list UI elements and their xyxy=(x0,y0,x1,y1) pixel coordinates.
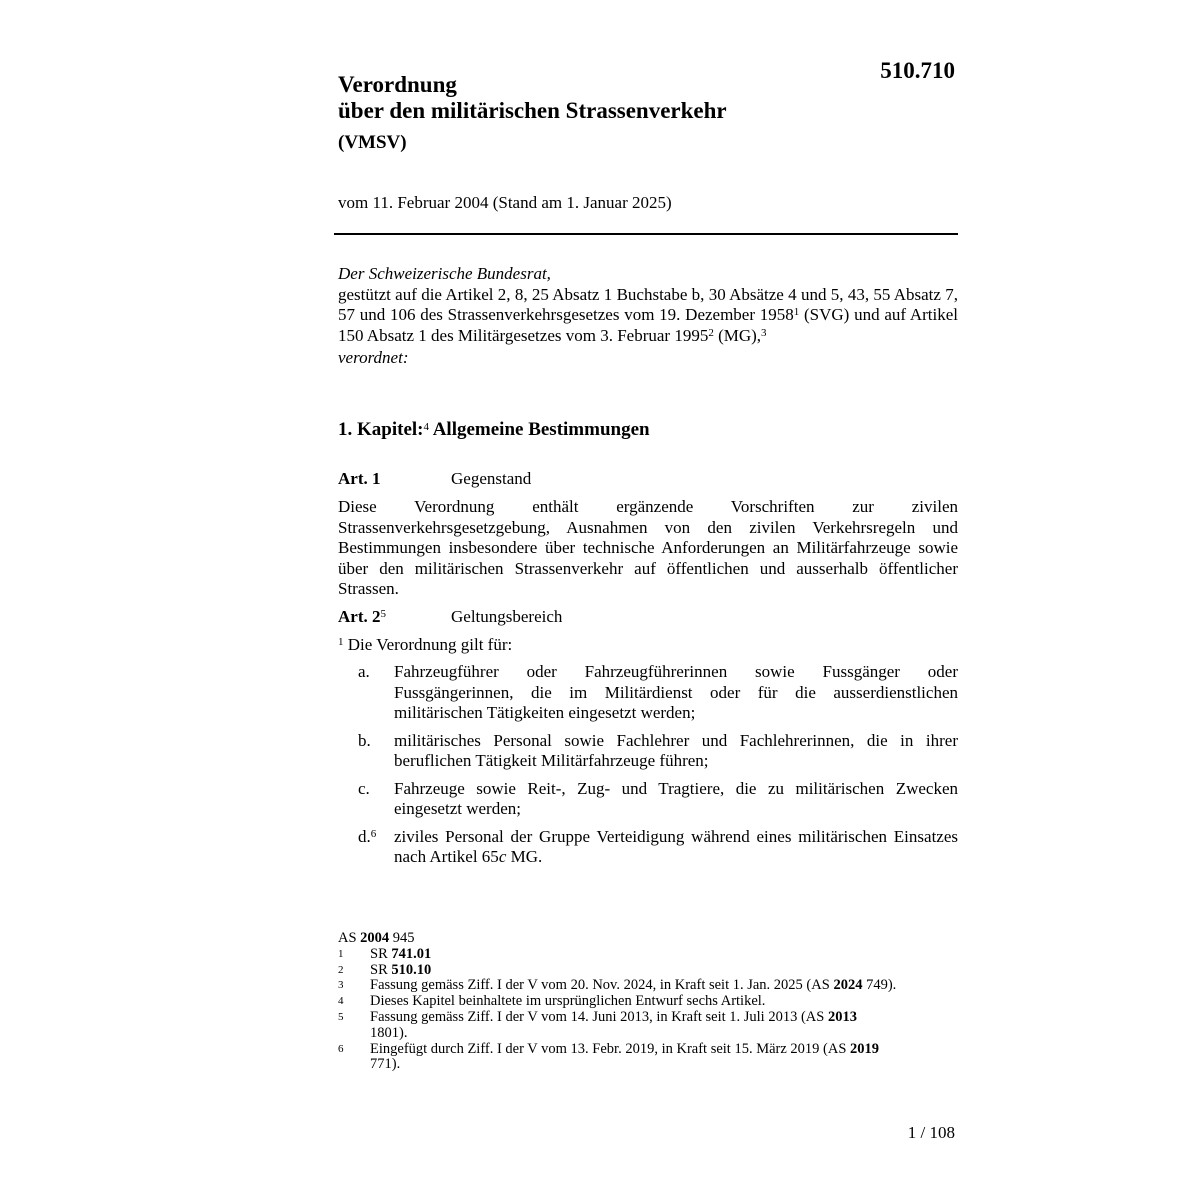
official-compilation-ref: AS 2004 945 xyxy=(338,930,415,946)
list-item: c. Fahrzeuge sowie Reit-, Zug- und Tragtiere, die zu militärischen Zwecken eingesetzt werden; xyxy=(358,778,958,818)
title-line-1: Verordnung xyxy=(338,72,457,97)
list-item: b. militärisches Personal sowie Fachlehrer und Fachlehrerinnen, die in ihrer beruflichen Tätigkeit Militärfahrzeuge führen; xyxy=(358,730,958,770)
article-2-title: Geltungsbereich xyxy=(451,607,563,626)
document-title xyxy=(338,72,727,156)
title-abbreviation: (VMSV) xyxy=(338,132,407,153)
sr-number: 510.710 xyxy=(880,58,955,83)
article-2-intro: $^1$ Die Verordnung gilt für: xyxy=(338,635,513,654)
article-1-number: Art. 1 xyxy=(338,469,381,488)
legal-basis: gestützt auf die Artikel 2, 8, 25 Absatz 1 Buchstabe b, 30 Absätze 4 und 5, 43, 55 Absatz 7, 57 und 106 des Strassenverkehrsgesetzes vom 19. Dezember 1958$^1$ (SVG) und auf Artikel 150 Absatz 1 des Militärgesetzes vom 3. Februar 1995$^2$ (MG),$^3$ xyxy=(338,284,958,345)
list-item: a. Fahrzeugführer oder Fahrzeugführerinnen sowie Fussgänger oder Fussgängerinnen, die im Militärdienst oder für die ausserdienstlichen militärischen Tätigkeiten eingesetzt werden; xyxy=(358,662,958,722)
horizontal-rule xyxy=(334,233,958,235)
footnote-6: 6 Eingefügt durch Ziff. I der V vom 13. Febr. 2019, in Kraft seit 15. März 2019 (AS 2019 771). xyxy=(338,1040,880,1073)
footnote-ref-5[interactable]: 5 xyxy=(380,608,386,620)
list-item: d.$^6$ ziviles Personal der Gruppe Verteidigung während eines militärischen Einsatzes nach Artikel 65c MG. xyxy=(358,826,958,866)
footnote-ref-3[interactable]: 3 xyxy=(761,326,767,339)
footnote-4: 4 Dieses Kapitel beinhaltete im ursprünglichen Entwurf sechs Artikel. xyxy=(338,993,766,1010)
page-number: 1 / 108 xyxy=(907,1123,955,1142)
footnote-2: 2 SR 510.10 xyxy=(338,961,432,978)
footnote-ref-2[interactable]: 2 xyxy=(708,326,714,339)
footnote-ref-6[interactable]: 6 xyxy=(370,827,377,840)
footnote-3: 3 Fassung gemäss Ziff. I der V vom 20. Nov. 2024, in Kraft seit 1. Jan. 2025 (AS 2024 749). xyxy=(338,977,897,994)
issuer: Der Schweizerische Bundesrat, xyxy=(338,264,551,283)
verordnet: verordnet: xyxy=(338,348,409,367)
date-line: vom 11. Februar 2004 (Stand am 1. Januar 2025) xyxy=(338,193,672,212)
preamble xyxy=(338,264,958,369)
article-2-number: Art. $2^5$ xyxy=(338,607,386,626)
article-2-heading xyxy=(338,607,562,627)
title-line-2: über den militärischen Strassenverkehr xyxy=(338,98,727,123)
footnote-ref-4[interactable]: 4 xyxy=(423,421,429,433)
article-1-body: Diese Verordnung enthält ergänzende Vorschriften zur zivilen Strassenverkehrsgesetzgebung, Ausnahmen von den zivilen Verkehrsregeln und Bestimmungen insbesondere über technische Anforderungen an Militärfahrzeuge sowie über den militärischen Strassenverkehr auf öffentlichen und ausserhalb öffentlicher Strassen. xyxy=(338,497,958,598)
footnotes xyxy=(338,931,898,1073)
footnote-ref-1[interactable]: 1 xyxy=(793,306,800,318)
footnote-5: 5 Fassung gemäss Ziff. I der V vom 14. Juni 2013, in Kraft seit 1. Juli 2013 (AS 2013 1801). xyxy=(338,1008,857,1041)
article-2-list xyxy=(338,662,958,875)
paragraph-number: 1 xyxy=(338,636,344,648)
article-1-heading xyxy=(338,469,531,489)
article-1-title: Gegenstand xyxy=(451,469,532,488)
chapter-heading: 1. Kapitel:$^4$ Allgemeine Bestimmungen xyxy=(338,419,650,440)
footnote-1: 1 SR 741.01 xyxy=(338,945,432,962)
